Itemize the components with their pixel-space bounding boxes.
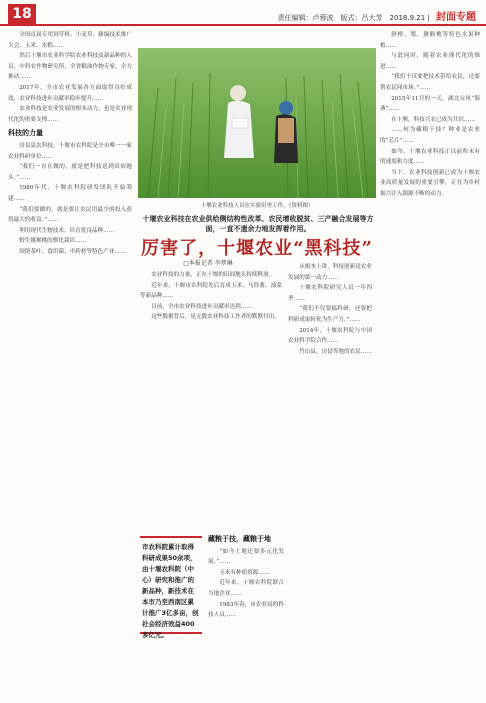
article-column-1 — [8, 30, 132, 698]
paragraph: “如今土地还要多元化发展。”…… — [208, 548, 284, 566]
paragraph: 2015年11月的一天，湖北台风“海燕”…… — [380, 95, 480, 113]
article-byline: □本报记者 李梦琳 — [183, 260, 233, 267]
paragraph: 目前，全市农业科技进步贡献率达到…… — [151, 303, 252, 310]
paragraph: 农业科技是农业发展的根本动力，也是农业现代化的重要支撑…… — [8, 106, 132, 123]
paragraph: 竹山县、房县等地的农民…… — [299, 348, 372, 355]
paragraph: 野生猕猴桃的驯化栽培…… — [19, 238, 87, 245]
paragraph: 农业科技的力量，正在十堰的田间地头持续释放。 — [151, 272, 275, 278]
paragraph: 这些数据背后，是无数农业科技工作者的默默付出。 — [151, 314, 280, 321]
page-header — [0, 0, 486, 26]
subheading: 藏粮于技，藏粮于地 — [208, 535, 271, 543]
paragraph: “我们不仅要把技术带给农民，还要帮农民闯市场。”…… — [380, 74, 480, 91]
paragraph: 全国首届专用饲草料、小麦草、藤编技术推广大会，玉米、水稻…… — [8, 32, 132, 49]
subheading: 科技的力量 — [8, 129, 43, 138]
paragraph: ……何为藏粮于技？种业是农业的“芯片”…… — [380, 127, 480, 144]
paragraph: 脐橙、梨、猕猴桃等特色水果种植…… — [380, 32, 480, 49]
paragraph: 1980年代，十堰农科院研发团队开始筹建…… — [8, 185, 132, 202]
paragraph: “我们不仅要搞科研，还要把科研成果转化为生产力。”…… — [288, 306, 372, 323]
article-column-2 — [288, 262, 372, 698]
paragraph: 从根本上讲，科技创新是农业发展的第一动力…… — [288, 264, 372, 281]
paragraph: 近年来，十堰市农科院先后育成玉米、马铃薯、油菜等新品种…… — [140, 282, 282, 300]
paragraph: 2017年，全市农业发展各方面取得良好成效，农业科技进步贡献率稳步提升…… — [8, 84, 132, 102]
paragraph: 玉米有种质资源…… — [219, 569, 270, 576]
paragraph: 如今，十堰农业科技正以前所未有的速度和力度…… — [380, 148, 480, 166]
header-editor-info: 责任编辑：卢蓉波 版式：吕大芳 2018.9.21 | — [277, 14, 432, 22]
paragraph: “我们要做的，就是要让农民用最少的投入获得最大的收益。”…… — [8, 206, 132, 224]
paragraph: 在十堰，科技兴农已成为共识…… — [391, 116, 476, 123]
article-column-lower — [208, 534, 284, 698]
section-title: 封面专题 — [436, 12, 476, 23]
photo-caption: 十堰农业科技人员在实验田里工作。（资料图） — [200, 203, 314, 209]
pull-quote: 市农科院累计取得科研成果50余项，由十堰农科院（中心）研究和推广的新品种，新技术在本市乃至西南区累计推广3亿多亩，创社会经济效益400多亿元。 — [140, 536, 202, 634]
paragraph: 利用现代生物技术，培育优良品种…… — [19, 227, 115, 234]
paragraph: 十堰农科院研究人员一年四季…… — [288, 285, 372, 302]
paragraph: 围绕茶叶、食用菌、中药材等特色产业…… — [19, 248, 126, 255]
paragraph: 房县县农科技，十堰市农科院是全市唯一一家农业科研单位…… — [8, 142, 132, 160]
article-kicker: 十堰农业科技在农业供给侧结构性改革、农民增收脱贫、三产融合发展等方面，一直不遗余力地发挥着作用。 — [142, 215, 374, 233]
paragraph: 2014年，十堰农科院与中国农业科学院合作…… — [288, 327, 372, 345]
paragraph: 然后十堰市农业科学院农业科技及新品种的人员，中科农作物研究所，全省粮油作物专家，全力推动…… — [8, 53, 132, 81]
paragraph: 与此同时，随着农业现代化的推进…… — [380, 53, 480, 70]
article-column-3 — [380, 30, 480, 698]
paragraph: 当下，农业科技创新已成为十堰农业高质量发展的重要引擎，正在为乡村振兴注入源源不断的动力。 — [380, 169, 480, 197]
paragraph: 1983年春，市农业局的科技人员…… — [208, 601, 284, 619]
field-photo — [138, 48, 376, 198]
paragraph: “我们一直在做的，就是把科技送到田间地头。”…… — [8, 164, 132, 181]
article-column-middle — [140, 270, 282, 530]
header-meta — [278, 8, 476, 23]
page-number: 18 — [8, 4, 36, 24]
paragraph: 近年来，十堰农科院联合当地企业…… — [208, 580, 284, 597]
article-headline: 厉害了，十堰农业“黑科技” — [141, 238, 373, 259]
